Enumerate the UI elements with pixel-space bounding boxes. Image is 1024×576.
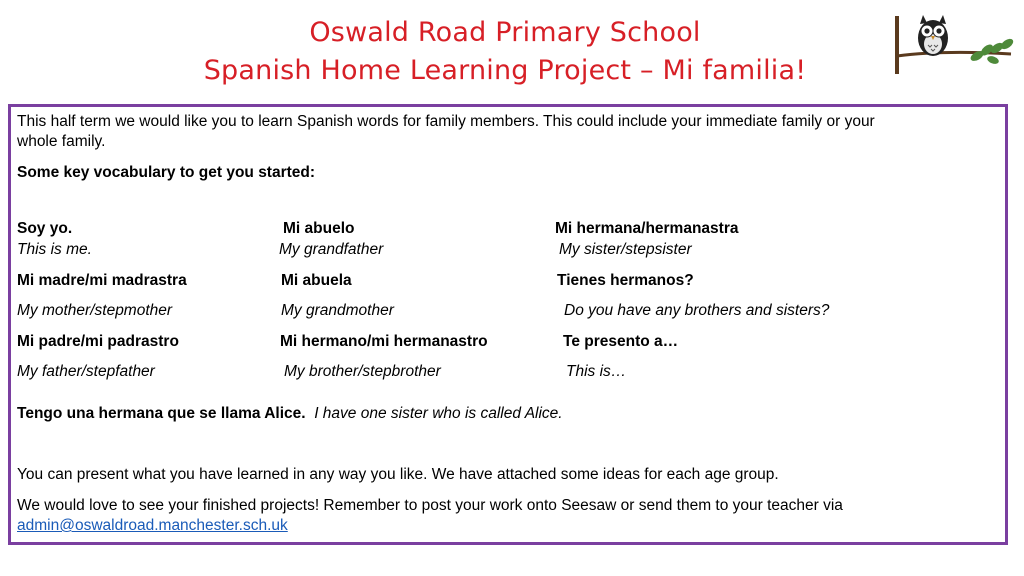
vocab-spanish: Te presento a… xyxy=(563,333,679,350)
vocab-english: Do you have any brothers and sisters? xyxy=(564,302,830,319)
owl-on-branch-icon xyxy=(893,12,1015,78)
vocab-english: This is… xyxy=(566,363,627,380)
vocab-english: My brother/stepbrother xyxy=(284,363,441,380)
content-panel xyxy=(8,104,1008,545)
vocab-spanish: Mi abuela xyxy=(281,272,352,289)
project-title: Spanish Home Learning Project – Mi familia! xyxy=(203,55,807,86)
example-spanish: Tengo una hermana que se llama Alice. xyxy=(17,405,306,422)
vocab-english: My grandfather xyxy=(279,241,384,258)
vocab-english: My grandmother xyxy=(281,302,394,319)
vocab-spanish: Soy yo. xyxy=(17,220,73,237)
intro-line-1: This half term we would like you to learn Spanish words for family members. This could include your immediate family or your xyxy=(17,113,875,130)
vocab-english: My sister/stepsister xyxy=(559,241,692,258)
email-link[interactable]: admin@oswaldroad.manchester.sch.uk xyxy=(17,517,288,534)
vocab-spanish: Tienes hermanos? xyxy=(557,272,694,289)
example-english: I have one sister who is called Alice. xyxy=(314,405,563,422)
vocab-heading: Some key vocabulary to get you started: xyxy=(17,164,316,181)
vocab-english: My father/stepfather xyxy=(17,363,155,380)
vocab-spanish: Mi madre/mi madrastra xyxy=(17,272,187,289)
closing-line: We would love to see your finished projects! Remember to post your work onto Seesaw or send them to your teacher via xyxy=(17,497,843,514)
present-info: You can present what you have learned in any way you like. We have attached some ideas for each age group. xyxy=(17,466,779,483)
vocab-spanish: Mi padre/mi padrastro xyxy=(17,333,179,350)
school-name: Oswald Road Primary School xyxy=(309,17,701,48)
vocab-spanish: Mi hermana/hermanastra xyxy=(555,220,739,237)
page-header xyxy=(0,14,1010,90)
vocab-english: This is me. xyxy=(17,241,92,258)
vocab-english: My mother/stepmother xyxy=(17,302,173,319)
intro-line-2: whole family. xyxy=(17,133,106,150)
example-sentence xyxy=(17,404,563,424)
vocab-spanish: Mi abuelo xyxy=(283,220,355,237)
vocab-spanish: Mi hermano/mi hermanastro xyxy=(280,333,488,350)
